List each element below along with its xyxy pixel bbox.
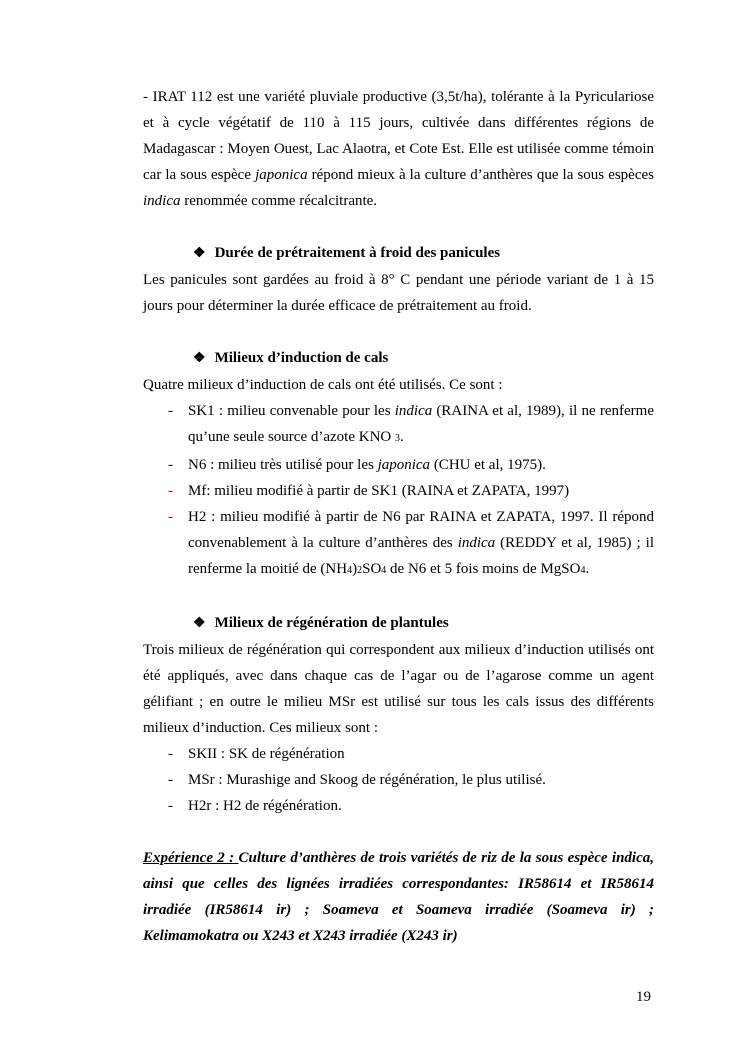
text-segment: Expérience 2 : [143, 850, 239, 866]
text-segment: SO [362, 561, 382, 577]
text-segment: Culture d’anthères de trois variétés de riz de la sous espèce indica, ainsi que celles des lignées irradiées correspondantes: IR58614 et IR58614 irradiée (IR58614 ir) ; Soameva et Soameva irradiée (Soameva ir) ; Kelimamokatra ou X243 et X243 irradiée (X243 ir) [143, 850, 654, 944]
dash-bullet: - [168, 403, 173, 419]
paragraph [143, 267, 654, 319]
dash-bullet: - [168, 509, 173, 525]
text-segment: 2 [357, 565, 363, 576]
text-segment: indica [394, 403, 433, 419]
diamond-bullet-icon: ❖ [193, 616, 206, 631]
text-segment: . [585, 561, 590, 577]
text-segment: (RAINA et al, 1989), il ne renferme qu’une seule source d’azote KNO [188, 403, 654, 445]
text-segment: Les panicules sont gardées au froid à 8° C pendant une période variant de 1 à 15 jours pour déterminer la durée efficace de prétraitement au froid. [143, 272, 654, 314]
text-segment: ) [352, 561, 358, 577]
text-segment: . [400, 429, 404, 445]
text-segment: - IRAT 112 est une variété pluviale productive (3,5t/ha), tolérante à la Pyriculariose et à cycle végétatif de 110 à 115 jours, cultivée dans différentes régions de Madagascar : Moyen Ouest, Lac Alaotra, et Cote Est. Elle est utilisée comme témoin car la sous espèce [143, 89, 654, 183]
text-segment: Quatre milieux d’induction de cals ont été utilisés. Ce sont : [143, 377, 503, 393]
list-item [143, 452, 654, 478]
section-heading [143, 240, 654, 267]
text-segment: 4 [347, 565, 353, 576]
section-heading [143, 610, 654, 637]
text-segment: indica [457, 535, 496, 551]
page-number: 19 [636, 989, 651, 1005]
dash-bullet: - [168, 798, 173, 814]
text-segment: 4 [381, 565, 387, 576]
list-item [143, 793, 654, 819]
text-segment: japonica [377, 457, 431, 473]
diamond-bullet-icon: ❖ [193, 351, 206, 366]
text-segment: (REDDY et al, 1985) ; il renferme la moitié de (NH [188, 535, 654, 577]
text-segment: SK1 : milieu convenable pour les [188, 403, 395, 419]
text-segment: SKII : SK de régénération [188, 746, 345, 762]
text-segment: MSr : Murashige and Skoog de régénération, le plus utilisé. [188, 772, 546, 788]
section-heading [143, 345, 654, 372]
text-segment: Milieux de régénération de plantules [214, 615, 449, 631]
text-segment: H2r : H2 de régénération. [188, 798, 342, 814]
text-segment: Durée de prétraitement à froid des panicules [214, 245, 501, 261]
text-segment: Milieux d’induction de cals [214, 350, 389, 366]
list-item [143, 478, 654, 504]
text-segment: Trois milieux de régénération qui correspondent aux milieux d’induction utilisés ont été appliqués, avec dans chaque cas de l’agar ou de l’agarose comme un agent gélifiant ; en outre le milieu MSr est utilisé sur tous les cals issus des différents milieux d’induction. Ces milieux sont : [143, 642, 654, 736]
dash-bullet: - [168, 772, 173, 788]
text-segment: répond mieux à la culture d’anthères que la sous espèces [307, 167, 654, 183]
list-item [143, 398, 654, 452]
diamond-bullet-icon: ❖ [193, 246, 206, 261]
paragraph [143, 845, 654, 949]
dash-bullet: - [168, 746, 173, 762]
paragraph [143, 84, 654, 214]
paragraph [143, 372, 654, 398]
text-segment: 3 [395, 433, 401, 444]
text-segment: renommée comme récalcitrante. [180, 193, 378, 209]
text-segment: 4 [580, 565, 586, 576]
text-segment: de N6 et 5 fois moins de MgSO [386, 561, 581, 577]
dash-bullet: - [168, 483, 173, 499]
dash-bullet: - [168, 457, 173, 473]
list-item [143, 504, 654, 584]
text-segment: indica [143, 193, 181, 209]
list-item [143, 767, 654, 793]
text-segment: japonica [255, 167, 308, 183]
text-segment: N6 : milieu très utilisé pour les [188, 457, 378, 473]
text-segment: H2 : milieu modifié à partir de N6 par RAINA et ZAPATA, 1997. Il répond convenablement à la culture d’anthères des [188, 509, 654, 551]
text-segment: Mf: milieu modifié à partir de SK1 (RAINA et ZAPATA, 1997) [188, 483, 570, 499]
list-item [143, 741, 654, 767]
document-content [143, 84, 654, 949]
text-segment: (CHU et al, 1975). [430, 457, 546, 473]
paragraph [143, 637, 654, 741]
